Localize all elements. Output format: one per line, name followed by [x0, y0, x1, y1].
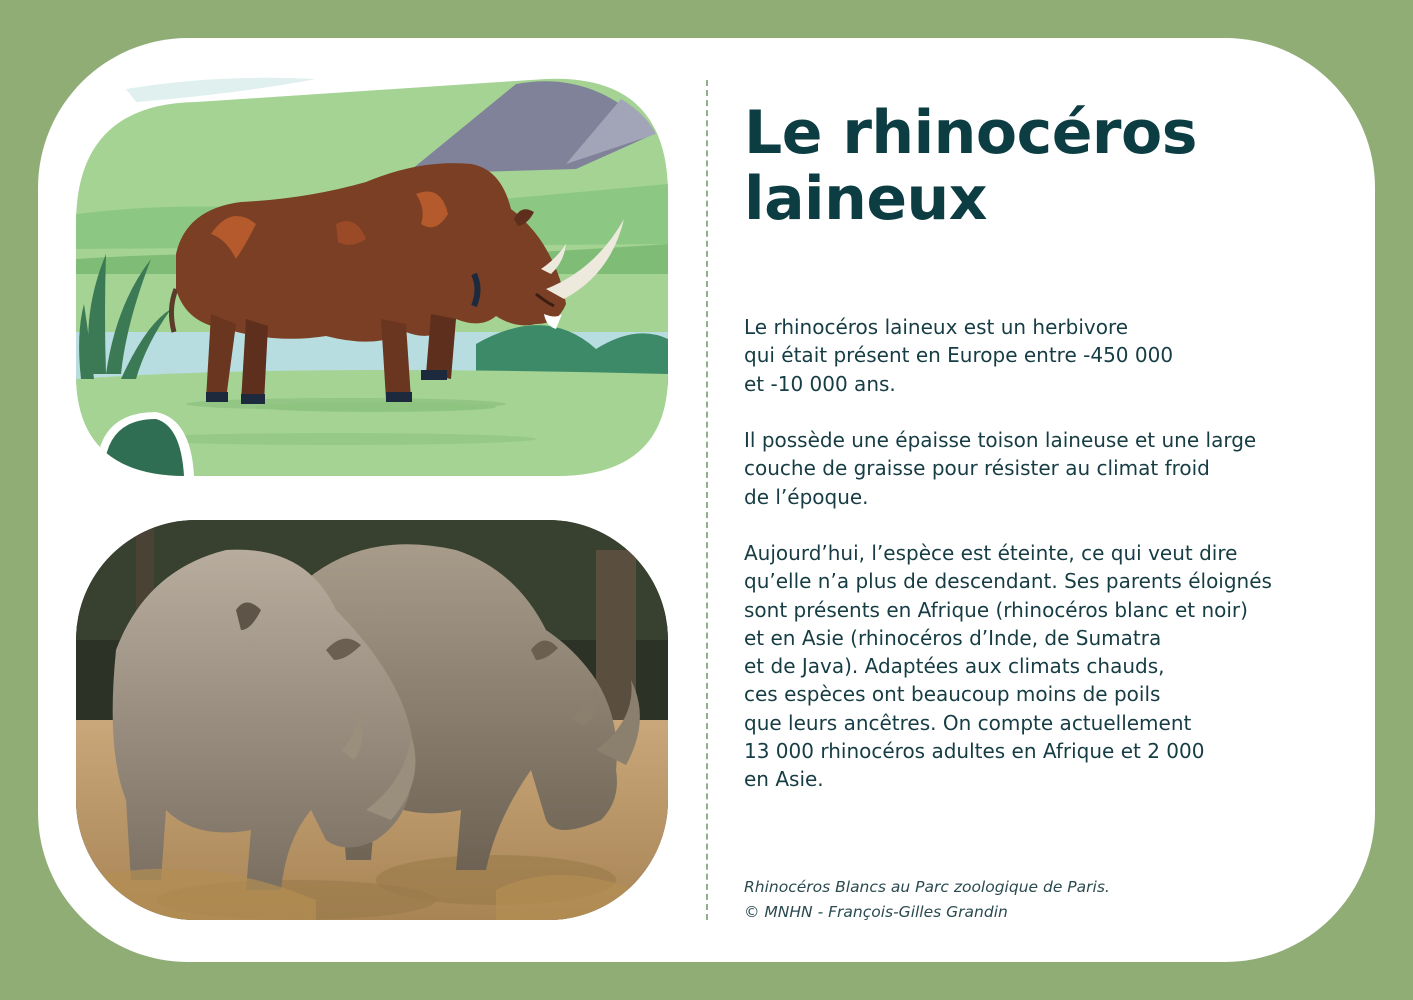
white-rhinoceros-photo: [76, 520, 668, 920]
photo-credit-block: [744, 875, 1324, 925]
paragraph-fur: Il possède une épaisse toison laineuse et une large couche de graisse pour résister au climat froid de l’époque.: [744, 428, 1257, 509]
page-title: Le rhinocéros laineux: [744, 98, 1197, 234]
paragraph-intro: Le rhinocéros laineux est un herbivore qui était présent en Europe entre -450 000 et -10 000 ans.: [744, 315, 1174, 396]
photo-caption: Rhinocéros Blancs au Parc zoologique de Paris.: [744, 878, 1110, 896]
woolly-rhinoceros-illustration: [76, 74, 668, 476]
photo-credit: © MNHN - François-Gilles Grandin: [744, 903, 1008, 921]
paragraph-today: Aujourd’hui, l’espèce est éteinte, ce qui veut dire qu’elle n’a plus de descendant. Ses parents éloignés sont présents en Afrique (rhinocéros blanc et noir) et en Asie (rhinocéros d’Inde, de Sumatra et de Java). Adaptées aux climats chauds, ces espèces ont beaucoup moins de poils que leurs ancêtres. On compte actuellement 13 000 rhinocéros adultes en Afrique et 2 000 en Asie.: [744, 541, 1272, 792]
dashed-divider: [706, 80, 708, 920]
